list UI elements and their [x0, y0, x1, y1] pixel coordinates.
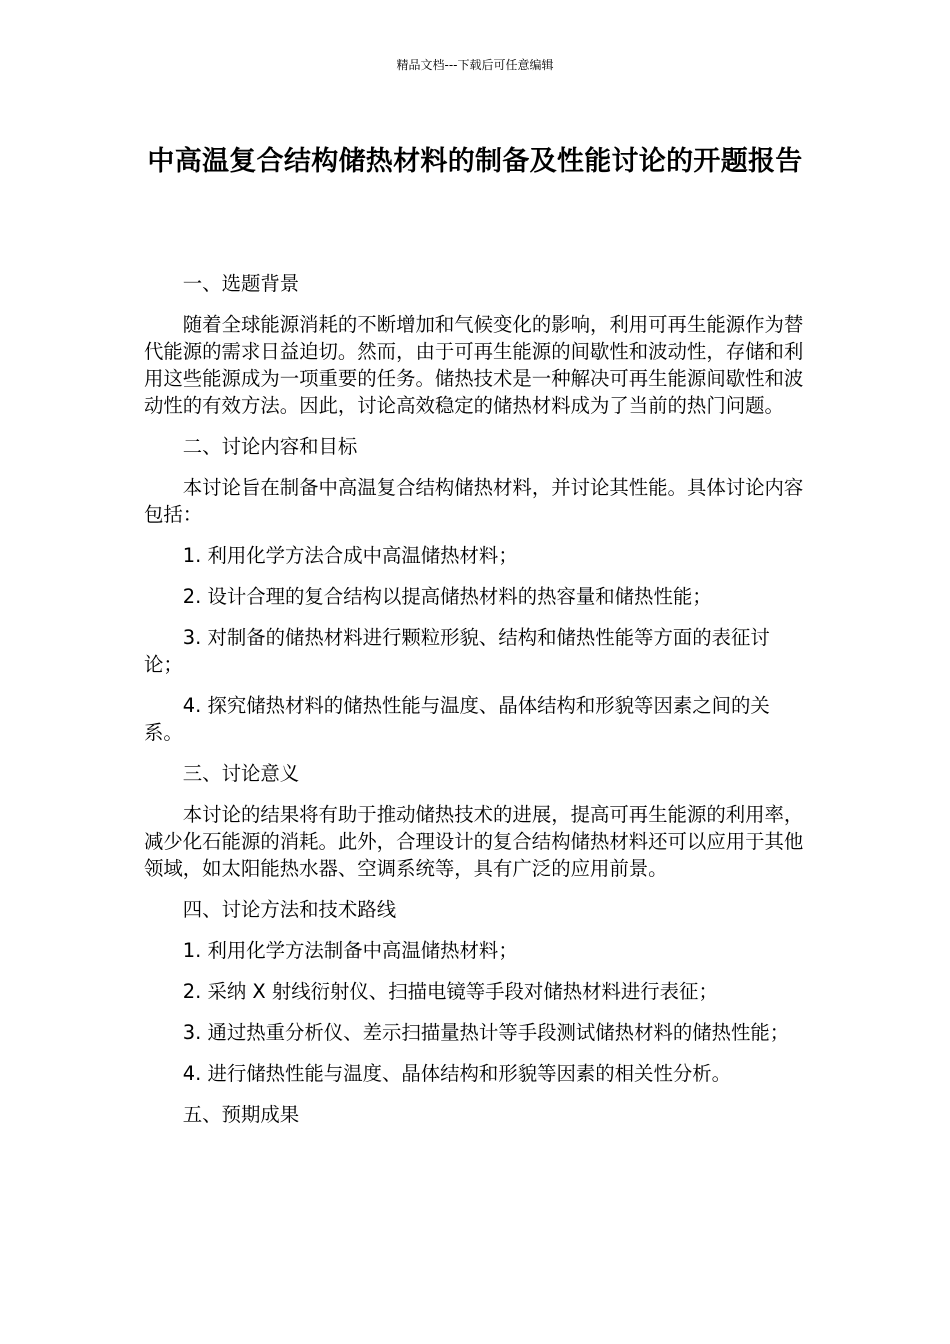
paragraph: 本讨论旨在制备中高温复合结构储热材料，并讨论其性能。具体讨论内容包括： [144, 476, 804, 526]
section-heading-methods: 四、讨论方法和技术路线 [182, 898, 397, 921]
list-item: 1. 利用化学方法合成中高温储热材料； [182, 544, 518, 567]
list-item: 3. 通过热重分析仪、差示扫描量热计等手段测试储热材料的储热性能； [182, 1021, 790, 1044]
list-item: 4. 探究储热材料的储热性能与温度、晶体结构和形貌等因素之间的关系。 [144, 694, 770, 744]
list-item: 2. 采纳 X 射线衍射仪、扫描电镜等手段对储热材料进行表征； [182, 980, 718, 1003]
paragraph: 本讨论的结果将有助于推动储热技术的进展，提高可再生能源的利用率，减少化石能源的消耗。此外，合理设计的复合结构储热材料还可以应用于其他领域，如太阳能热水器、空调系统等，具有广泛的应用前景。 [144, 803, 804, 880]
section-heading-significance: 三、讨论意义 [182, 762, 300, 785]
list-item: 2. 设计合理的复合结构以提高储热材料的热容量和储热性能； [182, 585, 712, 608]
section-heading-expected-results: 五、预期成果 [182, 1103, 300, 1126]
document-body [144, 270, 808, 1142]
list-item: 1. 利用化学方法制备中高温储热材料； [182, 939, 518, 962]
paragraph: 随着全球能源消耗的不断增加和气候变化的影响，利用可再生能源作为替代能源的需求日益迫切。然而，由于可再生能源的间歇性和波动性，存储和利用这些能源成为一项重要的任务。储热技术是一种解决可再生能源间歇性和波动性的有效方法。因此，讨论高效稳定的储热材料成为了当前的热门问题。 [144, 313, 804, 417]
list-item: 3. 对制备的储热材料进行颗粒形貌、结构和储热性能等方面的表征讨论； [144, 626, 770, 676]
header-note: 精品文档---下载后可任意编辑 [396, 58, 554, 72]
document-title: 中高温复合结构储热材料的制备及性能讨论的开题报告 [147, 146, 803, 177]
section-heading-content-goals: 二、讨论内容和目标 [182, 435, 358, 458]
list-item: 4. 进行储热性能与温度、晶体结构和形貌等因素的相关性分析。 [182, 1062, 732, 1085]
section-heading-background: 一、选题背景 [182, 272, 300, 295]
